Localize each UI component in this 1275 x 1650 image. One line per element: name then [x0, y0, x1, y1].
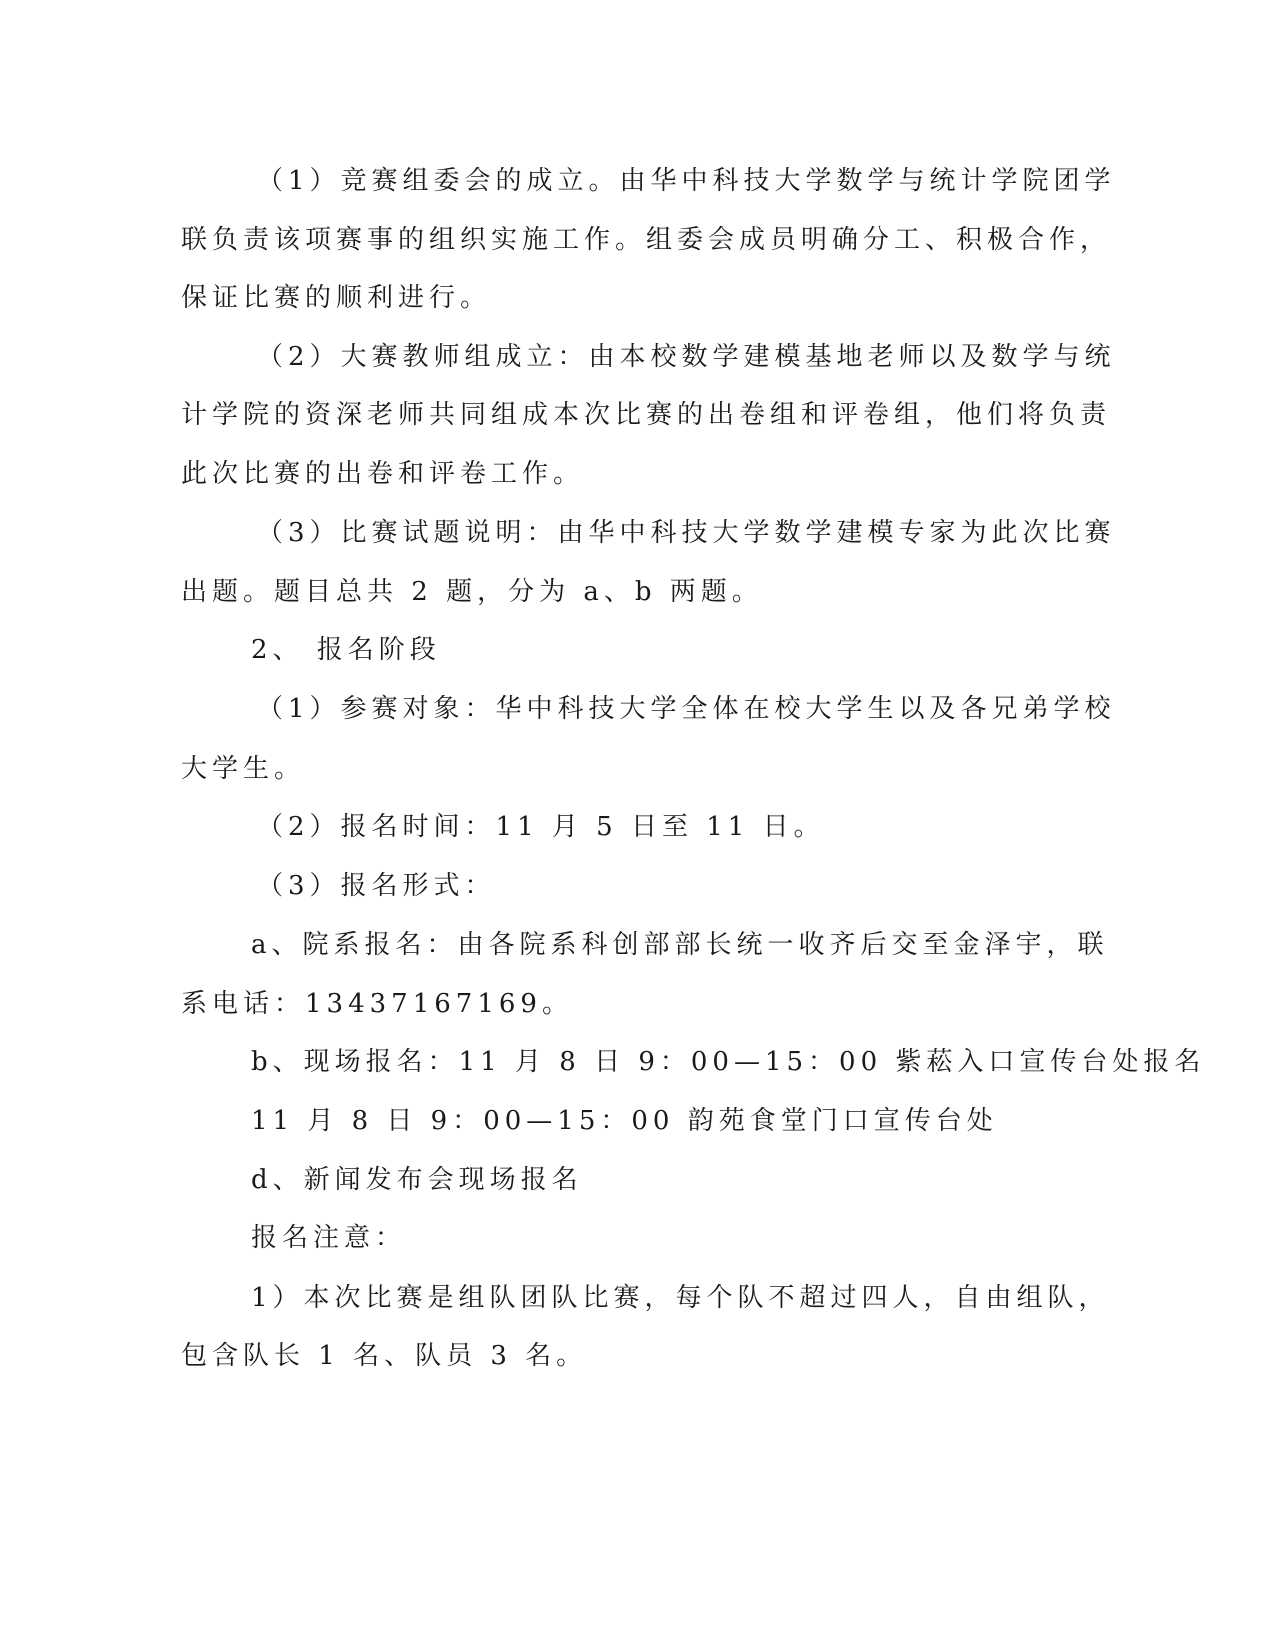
paragraph-line: d、新闻发布会现场报名 — [251, 1165, 583, 1195]
paragraph-line: （2）大赛教师组成立：由本校数学建模基地老师以及数学与统 — [257, 342, 1116, 372]
paragraph-line: （3）报名形式： — [257, 871, 496, 901]
paragraph-line: 此次比赛的出卷和评卷工作。 — [181, 459, 585, 489]
paragraph-line: 保证比赛的顺利进行。 — [181, 283, 492, 313]
paragraph-line: 大学生。 — [181, 754, 306, 784]
paragraph-line: 11 月 8 日 9：00—15：00 韵苑食堂门口宣传台处 — [251, 1106, 998, 1136]
paragraph-line: a、院系报名：由各院系科创部部长统一收齐后交至金泽宇，联 — [251, 930, 1109, 960]
paragraph-line: 计学院的资深老师共同组成本次比赛的出卷组和评卷组，他们将负责 — [181, 400, 1112, 430]
paragraph-line: 1）本次比赛是组队团队比赛，每个队不超过四人，自由组队， — [251, 1283, 1110, 1313]
paragraph-line: 系电话：13437167169。 — [181, 989, 573, 1019]
paragraph-line: 出题。题目总共 2 题，分为 a、b 两题。 — [181, 577, 763, 607]
paragraph-line: （2）报名时间：11 月 5 日至 11 日。 — [257, 812, 825, 842]
paragraph-line: 包含队长 1 名、队员 3 名。 — [181, 1341, 588, 1371]
paragraph-line: （1）参赛对象：华中科技大学全体在校大学生以及各兄弟学校 — [257, 694, 1116, 724]
section-heading: 2、 报名阶段 — [251, 635, 441, 665]
paragraph-line: 联负责该项赛事的组织实施工作。组委会成员明确分工、积极合作， — [181, 225, 1112, 255]
paragraph-line: （3）比赛试题说明：由华中科技大学数学建模专家为此次比赛 — [257, 518, 1116, 548]
paragraph-line: 报名注意： — [251, 1223, 407, 1253]
paragraph-line: b、现场报名：11 月 8 日 9：00—15：00 紫菘入口宣传台处报名 — [251, 1047, 1206, 1077]
paragraph-line: （1）竞赛组委会的成立。由华中科技大学数学与统计学院团学 — [257, 166, 1116, 196]
